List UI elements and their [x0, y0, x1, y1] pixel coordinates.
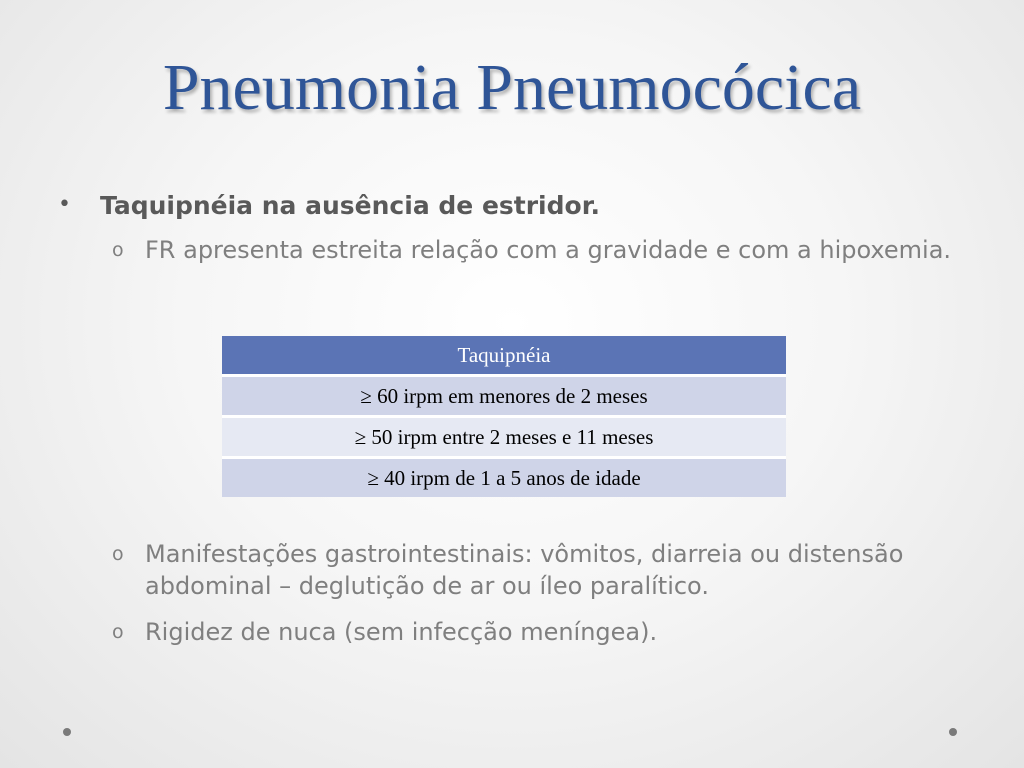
slide-title: Pneumonia Pneumocócica — [162, 51, 862, 124]
table-header-row — [222, 336, 786, 376]
bullet-dot-icon: • — [58, 192, 71, 217]
table-cell: ≥ 40 irpm de 1 a 5 anos de idade — [222, 458, 786, 498]
table-row — [222, 458, 786, 498]
taquipneia-table — [222, 336, 786, 497]
sub-bullet-marker-icon: o — [112, 239, 124, 261]
table-row — [222, 376, 786, 417]
sub-bullet-text: Rigidez de nuca (sem infecção meníngea). — [145, 618, 658, 646]
sub-bullet-marker-icon: o — [112, 543, 124, 565]
sub-bullet-text: FR apresenta estreita relação com a gravidade e com a hipoxemia. — [145, 236, 952, 264]
table-header-cell: Taquipnéia — [222, 336, 786, 376]
sub-bullet-marker-icon: o — [112, 621, 124, 643]
table-cell: ≥ 50 irpm entre 2 meses e 11 meses — [222, 417, 786, 458]
sub-bullet-text: Manifestações gastrointestinais: vômitos, diarreia ou distensão abdominal – deglutição de ar ou íleo paralítico. — [145, 540, 904, 600]
bullet-text: Taquipnéia na ausência de estridor. — [100, 191, 600, 220]
corner-dot-right-icon — [949, 728, 957, 736]
table-row — [222, 417, 786, 458]
table-cell: ≥ 60 irpm em menores de 2 meses — [222, 376, 786, 417]
corner-dot-left-icon — [63, 728, 71, 736]
